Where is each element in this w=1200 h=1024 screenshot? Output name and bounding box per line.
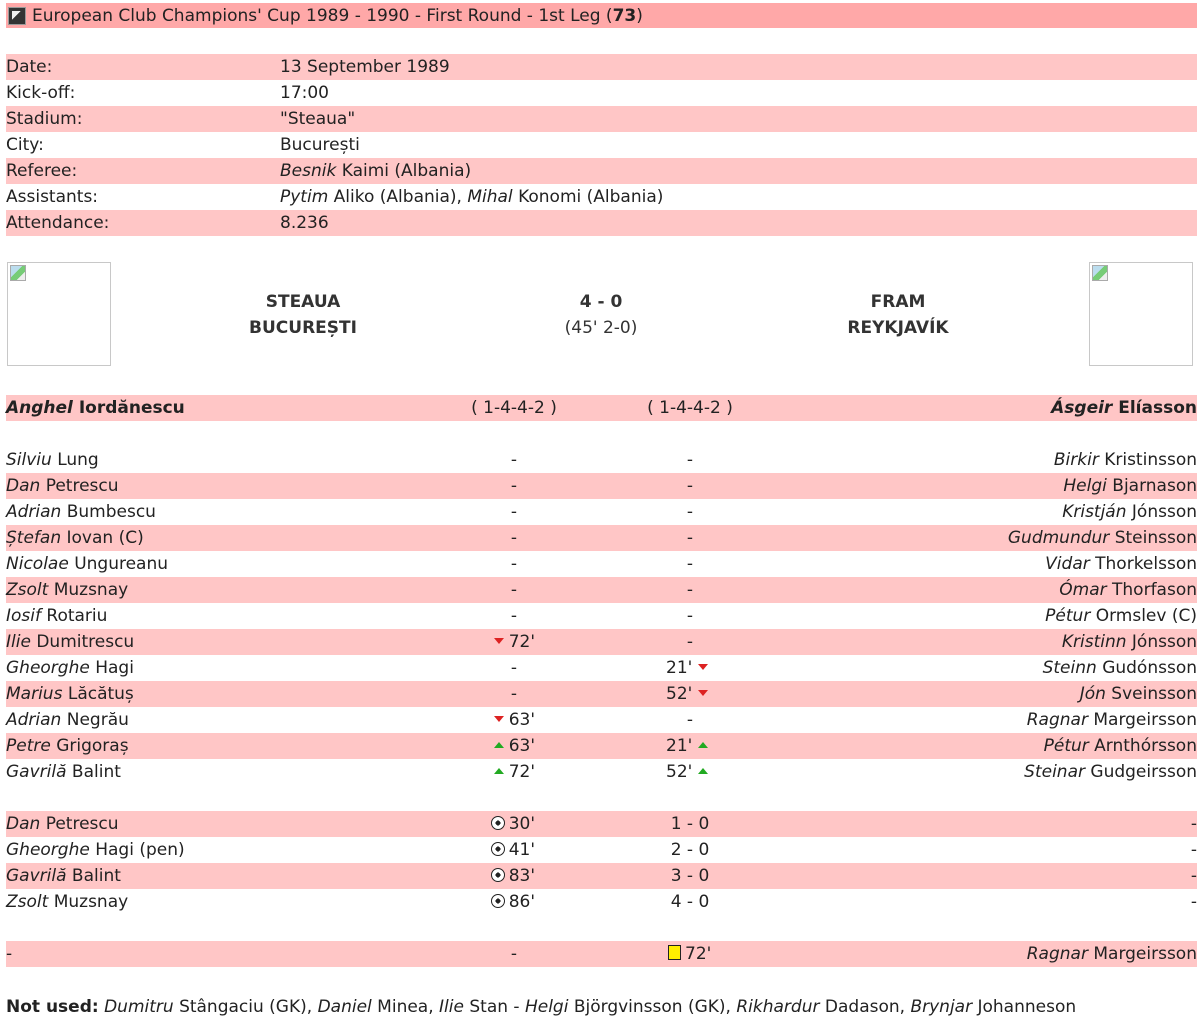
first-name: Steinar [1024, 762, 1085, 782]
last-name: Negrău [66, 710, 129, 730]
lineup-row [6, 525, 1197, 551]
running-score: 3 - 0 [670, 866, 710, 886]
lineup-row [6, 681, 1197, 707]
goal-row [6, 811, 1197, 837]
away-team-name: FRAM REYKJAVÍK [847, 292, 949, 338]
home-player [6, 603, 107, 629]
substitution-in-icon [698, 742, 708, 748]
last-name: Lăcătuș [67, 684, 134, 704]
home-sub-minute: - [510, 658, 518, 678]
minute: 21' [666, 736, 693, 756]
first-name: Steinn [1042, 658, 1097, 678]
first-name: Dan [6, 814, 41, 834]
last-name: Gudgeirsson [1090, 762, 1197, 782]
football-icon [491, 868, 505, 882]
info-row-stadium: Stadium: "Steaua" [6, 106, 1197, 132]
substitution-in-icon [698, 768, 708, 774]
last-name: Lung [57, 450, 99, 470]
home-sub-minute [494, 629, 535, 655]
info-row-referee: Referee: Besnik Kaimi (Albania) [6, 158, 1197, 184]
lineup-row [6, 473, 1197, 499]
yellow-card-icon [668, 945, 681, 960]
last-name: Iovan (C) [66, 528, 144, 548]
last-name: Jónsson [1131, 632, 1197, 652]
lineup-row [6, 733, 1197, 759]
away-sub-minute [666, 733, 708, 759]
first-name: Birkir [1053, 450, 1099, 470]
away-player [1062, 629, 1197, 655]
away-sub-minute: - [686, 528, 694, 548]
first-name: Kristinn [1061, 632, 1127, 652]
last-name: Petrescu [45, 476, 119, 496]
first-name: Ragnar [1026, 944, 1088, 964]
lineup-row [6, 577, 1197, 603]
minute: 41' [508, 840, 535, 860]
home-card-minute: - [510, 944, 518, 964]
last-name: Balint [71, 762, 121, 782]
first-name: Ragnar [1026, 710, 1088, 730]
home-player [6, 499, 156, 525]
goal-row [6, 889, 1197, 915]
lineup-row [6, 629, 1197, 655]
first-name: Ilie [6, 632, 31, 652]
away-sub-minute: - [686, 606, 694, 626]
last-name: Thorfason [1112, 580, 1197, 600]
goal-row [6, 863, 1197, 889]
minute: 30' [508, 814, 535, 834]
last-name: Margeirsson [1093, 710, 1197, 730]
away-goal-scorer: - [1190, 840, 1197, 860]
first-name: Ómar [1059, 580, 1107, 600]
substitution-in-icon [494, 742, 504, 748]
away-player [1008, 525, 1197, 551]
last-name: Grigoraș [56, 736, 129, 756]
substitution-out-icon [698, 664, 708, 670]
broken-image-icon [10, 265, 26, 281]
first-name: Jón [1079, 684, 1106, 704]
home-sub-minute: - [510, 528, 518, 548]
last-name: Margeirsson [1093, 944, 1197, 964]
away-sub-minute [666, 759, 708, 785]
lineup-row [6, 655, 1197, 681]
minute: 83' [508, 866, 535, 886]
goal-minute [491, 863, 535, 889]
last-name: Arnthórsson [1094, 736, 1197, 756]
football-icon [491, 816, 505, 830]
minute: 21' [666, 658, 693, 678]
away-player [1027, 707, 1197, 733]
lineup-row [6, 499, 1197, 525]
first-name: Zsolt [6, 892, 49, 912]
away-coach: Ásgeir Elíasson [1051, 398, 1197, 418]
lineup-row [6, 447, 1197, 473]
first-name: Gavrilă [6, 866, 67, 886]
final-score: 4 - 0 (45' 2-0) [564, 292, 638, 338]
substitution-out-icon [494, 638, 504, 644]
away-player [1045, 551, 1197, 577]
away-sub-minute: - [686, 502, 694, 522]
home-formation: ( 1-4-4-2 ) [471, 398, 557, 418]
home-coach: Anghel Iordănescu [6, 398, 185, 418]
home-player [6, 473, 119, 499]
lineup-row [6, 707, 1197, 733]
first-name: Iosif [6, 606, 41, 626]
away-player [1024, 759, 1197, 785]
away-team-logo [1089, 262, 1193, 366]
home-player [6, 629, 134, 655]
info-row-kickoff: Kick-off: 17:00 [6, 83, 329, 103]
info-row-date: Date: 13 September 1989 [6, 54, 1197, 80]
info-row-attendance: Attendance: 8.236 [6, 210, 1197, 236]
away-sub-minute: - [686, 476, 694, 496]
away-sub-minute [666, 655, 708, 681]
home-sub-minute [494, 759, 535, 785]
home-sub-minute: - [510, 476, 518, 496]
home-player [6, 551, 168, 577]
goal-scorer [6, 811, 119, 837]
lineup-row [6, 603, 1197, 629]
home-team-logo [7, 262, 111, 366]
first-name: Ștefan [6, 528, 62, 548]
away-player [1054, 447, 1197, 473]
home-sub-minute [494, 733, 535, 759]
minute: 72' [508, 762, 535, 782]
first-name: Adrian [6, 502, 62, 522]
away-player [1059, 577, 1197, 603]
last-name: Bumbescu [66, 502, 156, 522]
away-goal-scorer: - [1190, 892, 1197, 912]
first-name: Gheorghe [6, 658, 90, 678]
minute: 52' [666, 762, 693, 782]
last-name: Dumitrescu [36, 632, 135, 652]
goal-minute [491, 811, 535, 837]
away-sub-minute: - [686, 580, 694, 600]
football-icon [491, 894, 505, 908]
away-formation: ( 1-4-4-2 ) [647, 398, 733, 418]
first-name: Petre [6, 736, 51, 756]
goal-scorer [6, 889, 128, 915]
home-player [6, 759, 121, 785]
broken-image-icon [1092, 265, 1108, 281]
home-player [6, 655, 134, 681]
image-icon [8, 7, 26, 25]
last-name: Muzsnay [53, 892, 129, 912]
match-info [6, 54, 1197, 236]
first-name: Helgi [1063, 476, 1107, 496]
minute: 72' [508, 632, 535, 652]
unused-substitutes: Not used: Dumitru Stângaciu (GK), Daniel Minea, Ilie Stan - Helgi Björgvinsson (GK), Rikhardur Dadason, Brynjar Johanneson [6, 997, 1077, 1017]
last-name: Muzsnay [53, 580, 129, 600]
goal-row [6, 837, 1197, 863]
last-name: Sveinsson [1111, 684, 1197, 704]
first-name: Marius [6, 684, 63, 704]
away-sub-minute [666, 681, 708, 707]
first-name: Dan [6, 476, 41, 496]
away-player [1063, 473, 1197, 499]
away-card-player [1027, 941, 1197, 967]
away-player [1045, 603, 1197, 629]
home-player [6, 707, 129, 733]
home-sub-minute: - [510, 502, 518, 522]
last-name: Ungureanu [74, 554, 169, 574]
first-name: Gavrilă [6, 762, 67, 782]
away-player [1062, 499, 1197, 525]
first-name: Pétur [1045, 606, 1091, 626]
home-sub-minute: - [510, 450, 518, 470]
first-name: Gudmundur [1007, 528, 1110, 548]
first-name: Kristján [1062, 502, 1127, 522]
last-name: Hagi (pen) [95, 840, 185, 860]
coaches-row [6, 395, 1197, 421]
home-player [6, 525, 144, 551]
home-sub-minute: - [510, 554, 518, 574]
minute: 52' [666, 684, 693, 704]
first-name: Zsolt [6, 580, 49, 600]
last-name: Kristinsson [1104, 450, 1197, 470]
lineup-row [6, 759, 1197, 785]
away-goal-scorer: - [1190, 814, 1197, 834]
goal-minute [491, 889, 535, 915]
first-name: Nicolae [6, 554, 69, 574]
first-name: Pétur [1043, 736, 1089, 756]
away-goal-scorer: - [1190, 866, 1197, 886]
goal-scorer [6, 837, 185, 863]
minute: 72' [685, 944, 712, 964]
lineup-row [6, 551, 1197, 577]
home-card-player: - [6, 944, 13, 964]
running-score: 4 - 0 [670, 892, 710, 912]
home-team-name: STEAUA BUCUREȘTI [249, 292, 357, 338]
last-name: Steinsson [1114, 528, 1197, 548]
last-name: Gudónsson [1102, 658, 1197, 678]
info-row-city: City: București [6, 135, 360, 155]
last-name: Rotariu [46, 606, 108, 626]
minute: 86' [508, 892, 535, 912]
minute: 63' [508, 710, 535, 730]
away-sub-minute: - [686, 554, 694, 574]
page-title: European Club Champions' Cup 1989 - 1990 - First Round - 1st Leg (73) [32, 5, 643, 26]
away-sub-minute: - [686, 450, 694, 470]
away-sub-minute: - [686, 632, 694, 652]
home-player [6, 447, 99, 473]
minute: 63' [508, 736, 535, 756]
title-bar [6, 3, 1197, 28]
away-player [1080, 681, 1197, 707]
away-sub-minute: - [686, 710, 694, 730]
away-player [1044, 733, 1197, 759]
substitution-in-icon [494, 768, 504, 774]
running-score: 1 - 0 [670, 814, 710, 834]
goal-scorer [6, 863, 121, 889]
first-name: Adrian [6, 710, 62, 730]
home-player [6, 733, 129, 759]
substitution-out-icon [698, 690, 708, 696]
last-name: Hagi [95, 658, 134, 678]
last-name: Thorkelsson [1095, 554, 1197, 574]
last-name: Ormslev (C) [1095, 606, 1197, 626]
first-name: Vidar [1045, 554, 1090, 574]
home-sub-minute: - [510, 580, 518, 600]
last-name: Bjarnason [1112, 476, 1197, 496]
away-card-minute [668, 941, 711, 967]
first-name: Gheorghe [6, 840, 90, 860]
info-row-assistants: Assistants: Pytim Aliko (Albania), Mihal Konomi (Albania) [6, 187, 664, 207]
home-sub-minute: - [510, 684, 518, 704]
home-player [6, 577, 128, 603]
last-name: Petrescu [45, 814, 119, 834]
home-player [6, 681, 134, 707]
last-name: Jónsson [1131, 502, 1197, 522]
football-icon [491, 842, 505, 856]
card-row [6, 941, 1197, 967]
home-sub-minute: - [510, 606, 518, 626]
running-score: 2 - 0 [670, 840, 710, 860]
last-name: Balint [71, 866, 121, 886]
goal-minute [491, 837, 535, 863]
away-player [1043, 655, 1197, 681]
first-name: Silviu [6, 450, 52, 470]
home-sub-minute [494, 707, 535, 733]
substitution-out-icon [494, 716, 504, 722]
